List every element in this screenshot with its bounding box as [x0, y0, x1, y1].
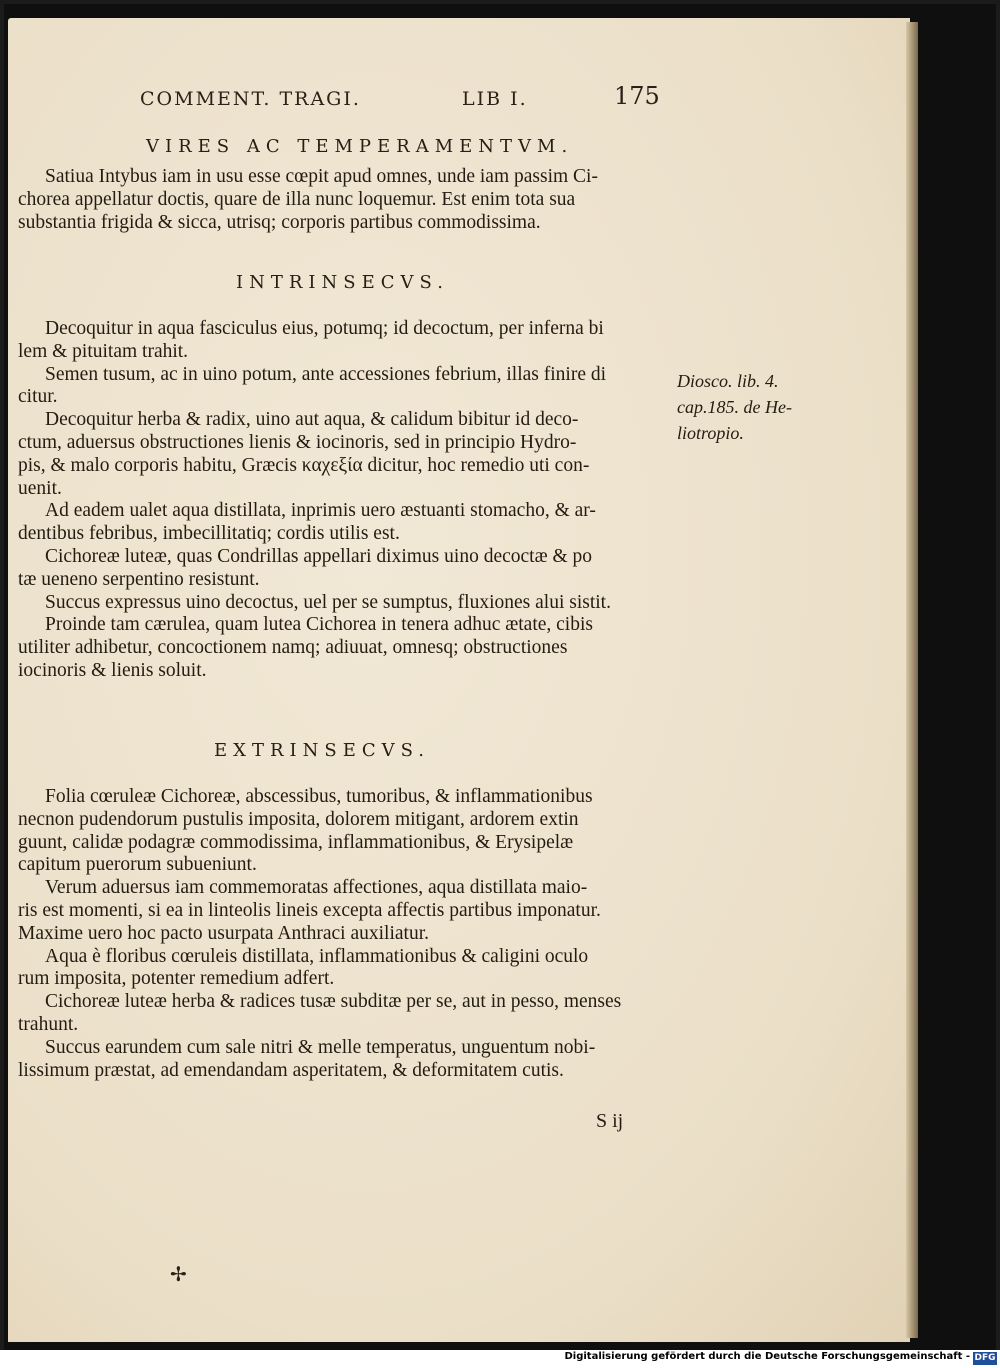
text-line: ris est momenti, si ea in linteolis lineis excepta affectis partibus imponatur. — [18, 899, 601, 921]
text-line: iocinoris & lienis soluit. — [18, 659, 207, 681]
section-text-intrinsecus — [18, 318, 666, 683]
section-text-vires — [18, 166, 666, 234]
text-line: Succus earundem cum sale nitri & melle temperatus, unguentum nobi- — [45, 1036, 596, 1058]
text-line: rum imposita, potenter remedium adfert. — [18, 968, 335, 990]
text-line: Decoquitur in aqua fasciculus eius, potumq; id decoctum, per inferna bi — [45, 318, 604, 339]
text-line: Semen tusum, ac in uino potum, ante accessiones febrium, illas finire di — [45, 363, 607, 385]
text-line: Aqua è floribus cœruleis distillata, inflammationibus & caligini oculo — [45, 945, 589, 967]
section-heading-vires: VIRES AC TEMPERAMENTVM. — [146, 136, 574, 157]
section-heading-extrinsecus: EXTRINSECVS. — [214, 740, 431, 761]
flourish-ornament-icon: ✢ — [170, 1262, 187, 1286]
margin-note-line: Diosco. lib. 4. — [677, 371, 779, 391]
running-header — [140, 82, 680, 118]
text-line: trahunt. — [18, 1013, 79, 1035]
text-line: Ad eadem ualet aqua distillata, inprimis uero æstuanti stomacho, & ar- — [45, 500, 596, 522]
section-text-extrinsecus — [18, 786, 666, 1082]
text-line: Satiua Intybus iam in usu esse cœpit apud omnes, unde iam passim Ci- — [45, 166, 598, 187]
text-line: pis, & malo corporis habitu, Græcis καχεξία dicitur, hoc remedio uti con- — [18, 454, 590, 476]
dfg-logo[interactable]: DFG — [974, 1353, 996, 1363]
page-edge — [906, 22, 918, 1338]
text-line: ctum, aduersus obstructiones lienis & iocinoris, sed in principio Hydro- — [18, 431, 577, 453]
book-number: LIB I. — [462, 88, 528, 110]
section-heading-intrinsecus: INTRINSECVS. — [236, 272, 449, 293]
text-line: Folia cœruleæ Cichoreæ, abscessibus, tumoribus, & inflammationibus — [45, 786, 593, 807]
running-title: COMMENT. TRAGI. — [140, 88, 361, 110]
footer-bar — [0, 1350, 1000, 1368]
footer-credit: Digitalisierung gefördert durch die Deutsche Forschungsgemeinschaft - — [564, 1351, 970, 1362]
margin-note — [677, 368, 827, 446]
text-line: lem & pituitam trahit. — [18, 340, 189, 362]
text-line: necnon pudendorum pustulis imposita, dolorem mitigant, ardorem extin — [18, 808, 579, 830]
text-line: Maxime uero hoc pacto usurpata Anthraci auxiliatur. — [18, 922, 429, 944]
text-line: tæ ueneno serpentino resistunt. — [18, 568, 260, 590]
text-line: Decoquitur herba & radix, uino aut aqua, & calidum bibitur id deco- — [45, 409, 579, 431]
text-line: Verum aduersus iam commemoratas affectiones, aqua distillata maio- — [45, 877, 588, 899]
text-line: uenit. — [18, 477, 62, 499]
text-line: lissimum præstat, ad emendandam asperitatem, & deformitatem cutis. — [18, 1059, 564, 1081]
margin-note-line: cap.185. de He- — [677, 397, 792, 417]
margin-note-line: liotropio. — [677, 423, 744, 443]
text-line: citur. — [18, 386, 58, 408]
text-line: guunt, calidæ podagræ commodissima, inflammationibus, & Erysipelæ — [18, 831, 574, 853]
text-line: utiliter adhibetur, concoctionem namq; adiuuat, omnesq; obstructiones — [18, 637, 568, 659]
text-line: dentibus febribus, imbecillitatiq; cordis utilis est. — [18, 523, 400, 545]
text-line: Cichoreæ luteæ herba & radices tusæ subditæ per se, aut in pesso, menses — [45, 991, 622, 1013]
text-line: chorea appellatur doctis, quare de illa nunc loquemur. Est enim tota sua — [18, 188, 576, 210]
text-line: Proinde tam cærulea, quam lutea Cichorea in tenera adhuc ætate, cibis — [45, 614, 593, 636]
text-line: substantia frigida & sicca, utrisq; corporis partibus commodissima. — [18, 211, 541, 233]
signature-mark: S ij — [596, 1110, 624, 1132]
text-line: capitum puerorum subueniunt. — [18, 854, 257, 876]
page-number: 175 — [614, 82, 660, 110]
text-line: Succus expressus uino decoctus, uel per se sumptus, fluxiones alui sistit. — [45, 591, 611, 613]
text-line: Cichoreæ luteæ, quas Condrillas appellari diximus uino decoctæ & po — [45, 545, 592, 567]
